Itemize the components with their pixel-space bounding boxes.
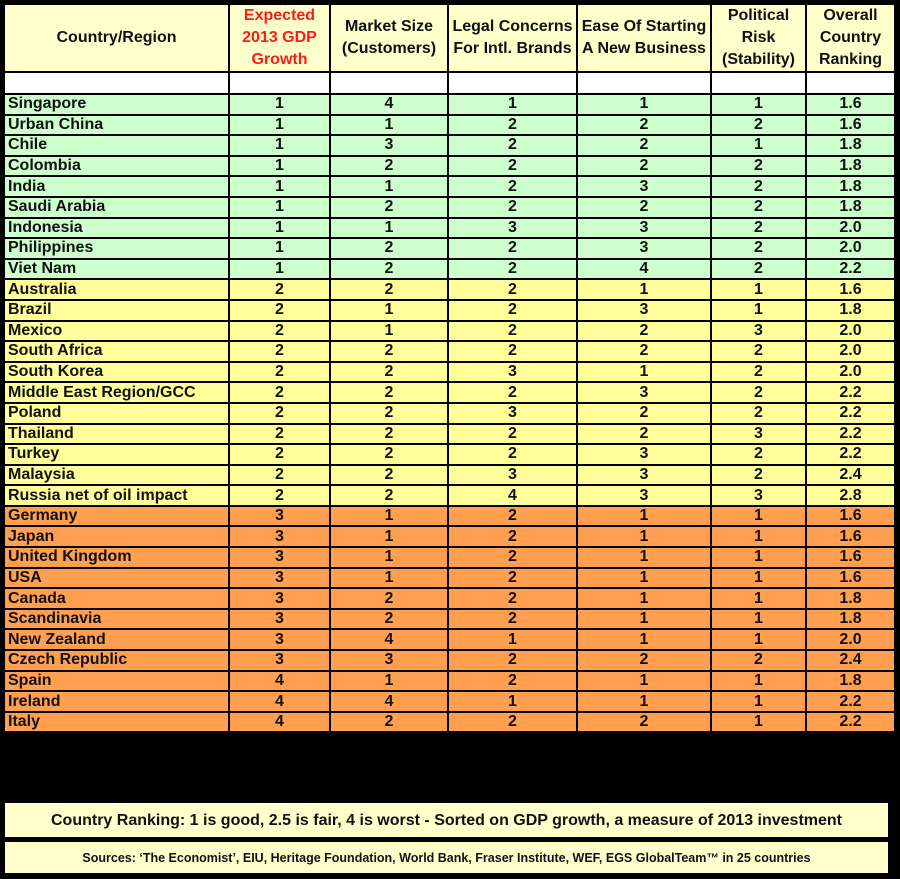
political-risk-cell: 3 (711, 321, 806, 342)
ease-of-business-cell: 1 (577, 629, 711, 650)
country-cell: Poland (4, 403, 229, 424)
ease-of-business-cell: 2 (577, 650, 711, 671)
overall-ranking-cell: 1.6 (806, 94, 895, 115)
gdp-growth-cell: 3 (229, 547, 330, 568)
overall-ranking-cell: 1.8 (806, 300, 895, 321)
legal-concerns-cell: 2 (448, 506, 577, 527)
political-risk-cell: 2 (711, 341, 806, 362)
gdp-growth-cell: 2 (229, 403, 330, 424)
market-size-cell: 2 (330, 712, 448, 733)
market-size-cell: 2 (330, 156, 448, 177)
legal-concerns-cell: 2 (448, 176, 577, 197)
political-risk-cell: 1 (711, 588, 806, 609)
market-size-cell: 2 (330, 444, 448, 465)
gdp-growth-cell: 2 (229, 362, 330, 383)
gdp-growth-cell: 1 (229, 238, 330, 259)
ease-of-business-cell: 2 (577, 197, 711, 218)
legal-concerns-cell: 3 (448, 465, 577, 486)
ease-of-business-cell: 2 (577, 712, 711, 733)
market-size-cell: 2 (330, 465, 448, 486)
country-cell: Germany (4, 506, 229, 527)
overall-ranking-cell: 1.6 (806, 526, 895, 547)
political-risk-cell: 1 (711, 671, 806, 692)
legal-concerns-cell: 4 (448, 485, 577, 506)
table-body (4, 94, 895, 732)
overall-ranking-cell: 1.8 (806, 176, 895, 197)
table-row (4, 362, 895, 383)
table-row (4, 712, 895, 733)
ease-of-business-cell: 3 (577, 238, 711, 259)
table-row (4, 115, 895, 136)
political-risk-cell: 2 (711, 403, 806, 424)
country-cell: Mexico (4, 321, 229, 342)
legal-concerns-cell: 1 (448, 94, 577, 115)
overall-ranking-cell: 1.6 (806, 547, 895, 568)
gdp-growth-cell: 3 (229, 568, 330, 589)
market-size-cell: 4 (330, 629, 448, 650)
table-row (4, 300, 895, 321)
market-size-cell: 2 (330, 382, 448, 403)
legal-concerns-cell: 2 (448, 156, 577, 177)
gdp-growth-cell: 1 (229, 218, 330, 239)
political-risk-cell: 1 (711, 300, 806, 321)
overall-ranking-cell: 1.6 (806, 115, 895, 136)
political-risk-cell: 2 (711, 650, 806, 671)
gdp-growth-cell: 4 (229, 691, 330, 712)
country-cell: India (4, 176, 229, 197)
country-cell: Urban China (4, 115, 229, 136)
legal-concerns-cell: 3 (448, 362, 577, 383)
spacer-cell (806, 72, 895, 94)
market-size-cell: 2 (330, 403, 448, 424)
ease-of-business-cell: 1 (577, 588, 711, 609)
sources-line: Sources: ‘The Economist’, EIU, Heritage Foundation, World Bank, Fraser Institute, WEF, EGS GlobalTeam™ in 25 countries (3, 840, 890, 875)
political-risk-cell: 1 (711, 135, 806, 156)
table-row (4, 465, 895, 486)
table-row (4, 526, 895, 547)
political-risk-cell: 2 (711, 465, 806, 486)
table-row (4, 135, 895, 156)
header-political-risk: Political Risk (Stability) (711, 4, 806, 72)
ease-of-business-cell: 2 (577, 115, 711, 136)
political-risk-cell: 2 (711, 444, 806, 465)
legal-concerns-cell: 2 (448, 115, 577, 136)
overall-ranking-cell: 2.0 (806, 362, 895, 383)
gdp-growth-cell: 1 (229, 197, 330, 218)
table-row (4, 444, 895, 465)
spacer-row (4, 72, 895, 94)
ranking-note: Country Ranking: 1 is good, 2.5 is fair, 4 is worst - Sorted on GDP growth, a measure of 2013 investment (3, 801, 890, 839)
country-cell: Chile (4, 135, 229, 156)
legal-concerns-cell: 2 (448, 547, 577, 568)
market-size-cell: 1 (330, 115, 448, 136)
ease-of-business-cell: 1 (577, 506, 711, 527)
country-cell: Malaysia (4, 465, 229, 486)
gdp-growth-cell: 2 (229, 321, 330, 342)
country-cell: Italy (4, 712, 229, 733)
political-risk-cell: 2 (711, 362, 806, 383)
overall-ranking-cell: 2.0 (806, 238, 895, 259)
gdp-growth-cell: 4 (229, 712, 330, 733)
legal-concerns-cell: 2 (448, 424, 577, 445)
market-size-cell: 2 (330, 279, 448, 300)
legal-concerns-cell: 2 (448, 444, 577, 465)
country-cell: Turkey (4, 444, 229, 465)
political-risk-cell: 2 (711, 115, 806, 136)
overall-ranking-cell: 2.2 (806, 259, 895, 280)
country-cell: Spain (4, 671, 229, 692)
gdp-growth-cell: 1 (229, 94, 330, 115)
overall-ranking-cell: 1.6 (806, 279, 895, 300)
table-row (4, 197, 895, 218)
gdp-growth-cell: 2 (229, 279, 330, 300)
table-row (4, 671, 895, 692)
gdp-growth-cell: 2 (229, 300, 330, 321)
overall-ranking-cell: 2.8 (806, 485, 895, 506)
country-cell: Indonesia (4, 218, 229, 239)
table-row (4, 506, 895, 527)
ease-of-business-cell: 1 (577, 671, 711, 692)
table-row (4, 588, 895, 609)
ease-of-business-cell: 4 (577, 259, 711, 280)
legal-concerns-cell: 3 (448, 403, 577, 424)
political-risk-cell: 1 (711, 629, 806, 650)
country-cell: Viet Nam (4, 259, 229, 280)
country-cell: United Kingdom (4, 547, 229, 568)
header-gdp-growth: Expected 2013 GDP Growth (229, 4, 330, 72)
table-row (4, 568, 895, 589)
header-overall-ranking: Overall Country Ranking (806, 4, 895, 72)
market-size-cell: 4 (330, 691, 448, 712)
ease-of-business-cell: 1 (577, 362, 711, 383)
country-cell: Australia (4, 279, 229, 300)
legal-concerns-cell: 2 (448, 259, 577, 280)
ease-of-business-cell: 2 (577, 135, 711, 156)
spacer-cell (229, 72, 330, 94)
overall-ranking-cell: 2.4 (806, 465, 895, 486)
market-size-cell: 2 (330, 609, 448, 630)
market-size-cell: 2 (330, 424, 448, 445)
market-size-cell: 1 (330, 176, 448, 197)
market-size-cell: 2 (330, 238, 448, 259)
table-row (4, 629, 895, 650)
table-row (4, 609, 895, 630)
legal-concerns-cell: 1 (448, 629, 577, 650)
legal-concerns-cell: 2 (448, 671, 577, 692)
political-risk-cell: 2 (711, 218, 806, 239)
market-size-cell: 2 (330, 485, 448, 506)
ease-of-business-cell: 3 (577, 485, 711, 506)
country-cell: South Africa (4, 341, 229, 362)
gdp-growth-cell: 1 (229, 176, 330, 197)
overall-ranking-cell: 2.2 (806, 712, 895, 733)
gdp-growth-cell: 3 (229, 526, 330, 547)
gdp-growth-cell: 1 (229, 259, 330, 280)
political-risk-cell: 1 (711, 547, 806, 568)
ease-of-business-cell: 1 (577, 609, 711, 630)
ease-of-business-cell: 2 (577, 156, 711, 177)
country-cell: Japan (4, 526, 229, 547)
overall-ranking-cell: 1.8 (806, 609, 895, 630)
legal-concerns-cell: 2 (448, 197, 577, 218)
legal-concerns-cell: 2 (448, 300, 577, 321)
market-size-cell: 2 (330, 259, 448, 280)
table-row (4, 341, 895, 362)
country-cell: Brazil (4, 300, 229, 321)
legal-concerns-cell: 2 (448, 609, 577, 630)
country-cell: USA (4, 568, 229, 589)
country-cell: Canada (4, 588, 229, 609)
country-cell: Philippines (4, 238, 229, 259)
market-size-cell: 2 (330, 341, 448, 362)
gdp-growth-cell: 4 (229, 671, 330, 692)
political-risk-cell: 3 (711, 424, 806, 445)
market-size-cell: 1 (330, 671, 448, 692)
ease-of-business-cell: 1 (577, 547, 711, 568)
overall-ranking-cell: 1.6 (806, 506, 895, 527)
market-size-cell: 2 (330, 197, 448, 218)
header-country-region: Country/Region (4, 4, 229, 72)
ease-of-business-cell: 2 (577, 341, 711, 362)
political-risk-cell: 1 (711, 568, 806, 589)
gdp-growth-cell: 1 (229, 156, 330, 177)
gdp-growth-cell: 1 (229, 115, 330, 136)
market-size-cell: 1 (330, 526, 448, 547)
legal-concerns-cell: 2 (448, 712, 577, 733)
overall-ranking-cell: 1.8 (806, 671, 895, 692)
country-cell: Middle East Region/GCC (4, 382, 229, 403)
legal-concerns-cell: 2 (448, 135, 577, 156)
header-legal-concerns: Legal Concerns For Intl. Brands (448, 4, 577, 72)
ease-of-business-cell: 2 (577, 321, 711, 342)
legal-concerns-cell: 2 (448, 650, 577, 671)
gdp-growth-cell: 1 (229, 135, 330, 156)
gdp-growth-cell: 2 (229, 424, 330, 445)
header-ease-of-business: Ease Of Starting A New Business (577, 4, 711, 72)
country-cell: Singapore (4, 94, 229, 115)
political-risk-cell: 1 (711, 691, 806, 712)
spacer-cell (711, 72, 806, 94)
gdp-growth-cell: 3 (229, 609, 330, 630)
table-row (4, 691, 895, 712)
ease-of-business-cell: 3 (577, 444, 711, 465)
table-row (4, 94, 895, 115)
gdp-growth-cell: 2 (229, 444, 330, 465)
country-cell: Scandinavia (4, 609, 229, 630)
overall-ranking-cell: 2.2 (806, 691, 895, 712)
market-size-cell: 3 (330, 135, 448, 156)
table-row (4, 650, 895, 671)
gdp-growth-cell: 3 (229, 506, 330, 527)
market-size-cell: 4 (330, 94, 448, 115)
overall-ranking-cell: 1.6 (806, 568, 895, 589)
market-size-cell: 1 (330, 547, 448, 568)
market-size-cell: 1 (330, 300, 448, 321)
table-row (4, 156, 895, 177)
overall-ranking-cell: 2.2 (806, 403, 895, 424)
market-size-cell: 1 (330, 321, 448, 342)
spacer-cell (330, 72, 448, 94)
gdp-growth-cell: 2 (229, 382, 330, 403)
table-row (4, 259, 895, 280)
political-risk-cell: 2 (711, 238, 806, 259)
legal-concerns-cell: 2 (448, 588, 577, 609)
overall-ranking-cell: 2.4 (806, 650, 895, 671)
overall-ranking-cell: 2.2 (806, 444, 895, 465)
ease-of-business-cell: 2 (577, 424, 711, 445)
overall-ranking-cell: 1.8 (806, 135, 895, 156)
political-risk-cell: 1 (711, 279, 806, 300)
ease-of-business-cell: 3 (577, 300, 711, 321)
political-risk-cell: 1 (711, 609, 806, 630)
legal-concerns-cell: 2 (448, 238, 577, 259)
legal-concerns-cell: 2 (448, 321, 577, 342)
market-size-cell: 3 (330, 650, 448, 671)
market-size-cell: 1 (330, 506, 448, 527)
table-row (4, 403, 895, 424)
ease-of-business-cell: 1 (577, 279, 711, 300)
ease-of-business-cell: 1 (577, 526, 711, 547)
political-risk-cell: 3 (711, 485, 806, 506)
country-cell: Colombia (4, 156, 229, 177)
market-size-cell: 1 (330, 218, 448, 239)
spacer-cell (448, 72, 577, 94)
political-risk-cell: 2 (711, 197, 806, 218)
legal-concerns-cell: 2 (448, 382, 577, 403)
political-risk-cell: 1 (711, 712, 806, 733)
country-cell: Russia net of oil impact (4, 485, 229, 506)
table-row (4, 321, 895, 342)
gdp-growth-cell: 3 (229, 650, 330, 671)
spacer-cell (4, 72, 229, 94)
header-market-size: Market Size (Customers) (330, 4, 448, 72)
market-size-cell: 2 (330, 362, 448, 383)
ease-of-business-cell: 1 (577, 691, 711, 712)
ease-of-business-cell: 1 (577, 94, 711, 115)
table-row (4, 238, 895, 259)
spacer-cell (577, 72, 711, 94)
political-risk-cell: 1 (711, 526, 806, 547)
table-row (4, 279, 895, 300)
legal-concerns-cell: 2 (448, 526, 577, 547)
ease-of-business-cell: 3 (577, 382, 711, 403)
table-row (4, 218, 895, 239)
overall-ranking-cell: 2.2 (806, 424, 895, 445)
overall-ranking-cell: 2.2 (806, 382, 895, 403)
legal-concerns-cell: 2 (448, 568, 577, 589)
country-cell: Thailand (4, 424, 229, 445)
table-row (4, 382, 895, 403)
table-row (4, 176, 895, 197)
legal-concerns-cell: 1 (448, 691, 577, 712)
overall-ranking-cell: 1.8 (806, 197, 895, 218)
overall-ranking-cell: 2.0 (806, 341, 895, 362)
political-risk-cell: 2 (711, 259, 806, 280)
ease-of-business-cell: 3 (577, 465, 711, 486)
country-cell: Czech Republic (4, 650, 229, 671)
overall-ranking-cell: 2.0 (806, 629, 895, 650)
table-row (4, 547, 895, 568)
ease-of-business-cell: 3 (577, 218, 711, 239)
political-risk-cell: 2 (711, 176, 806, 197)
overall-ranking-cell: 1.8 (806, 156, 895, 177)
market-size-cell: 2 (330, 588, 448, 609)
political-risk-cell: 1 (711, 94, 806, 115)
legal-concerns-cell: 3 (448, 218, 577, 239)
country-cell: Ireland (4, 691, 229, 712)
ease-of-business-cell: 2 (577, 403, 711, 424)
gdp-growth-cell: 3 (229, 588, 330, 609)
gdp-growth-cell: 2 (229, 485, 330, 506)
table-row (4, 485, 895, 506)
gdp-growth-cell: 3 (229, 629, 330, 650)
header-row (4, 4, 895, 72)
overall-ranking-cell: 2.0 (806, 218, 895, 239)
overall-ranking-cell: 2.0 (806, 321, 895, 342)
ease-of-business-cell: 3 (577, 176, 711, 197)
table-row (4, 424, 895, 445)
gdp-growth-cell: 2 (229, 465, 330, 486)
political-risk-cell: 2 (711, 156, 806, 177)
legal-concerns-cell: 2 (448, 279, 577, 300)
country-cell: Saudi Arabia (4, 197, 229, 218)
country-ranking-table (3, 3, 896, 733)
political-risk-cell: 2 (711, 382, 806, 403)
legal-concerns-cell: 2 (448, 341, 577, 362)
country-cell: South Korea (4, 362, 229, 383)
market-size-cell: 1 (330, 568, 448, 589)
gdp-growth-cell: 2 (229, 341, 330, 362)
overall-ranking-cell: 1.8 (806, 588, 895, 609)
country-cell: New Zealand (4, 629, 229, 650)
political-risk-cell: 1 (711, 506, 806, 527)
ease-of-business-cell: 1 (577, 568, 711, 589)
